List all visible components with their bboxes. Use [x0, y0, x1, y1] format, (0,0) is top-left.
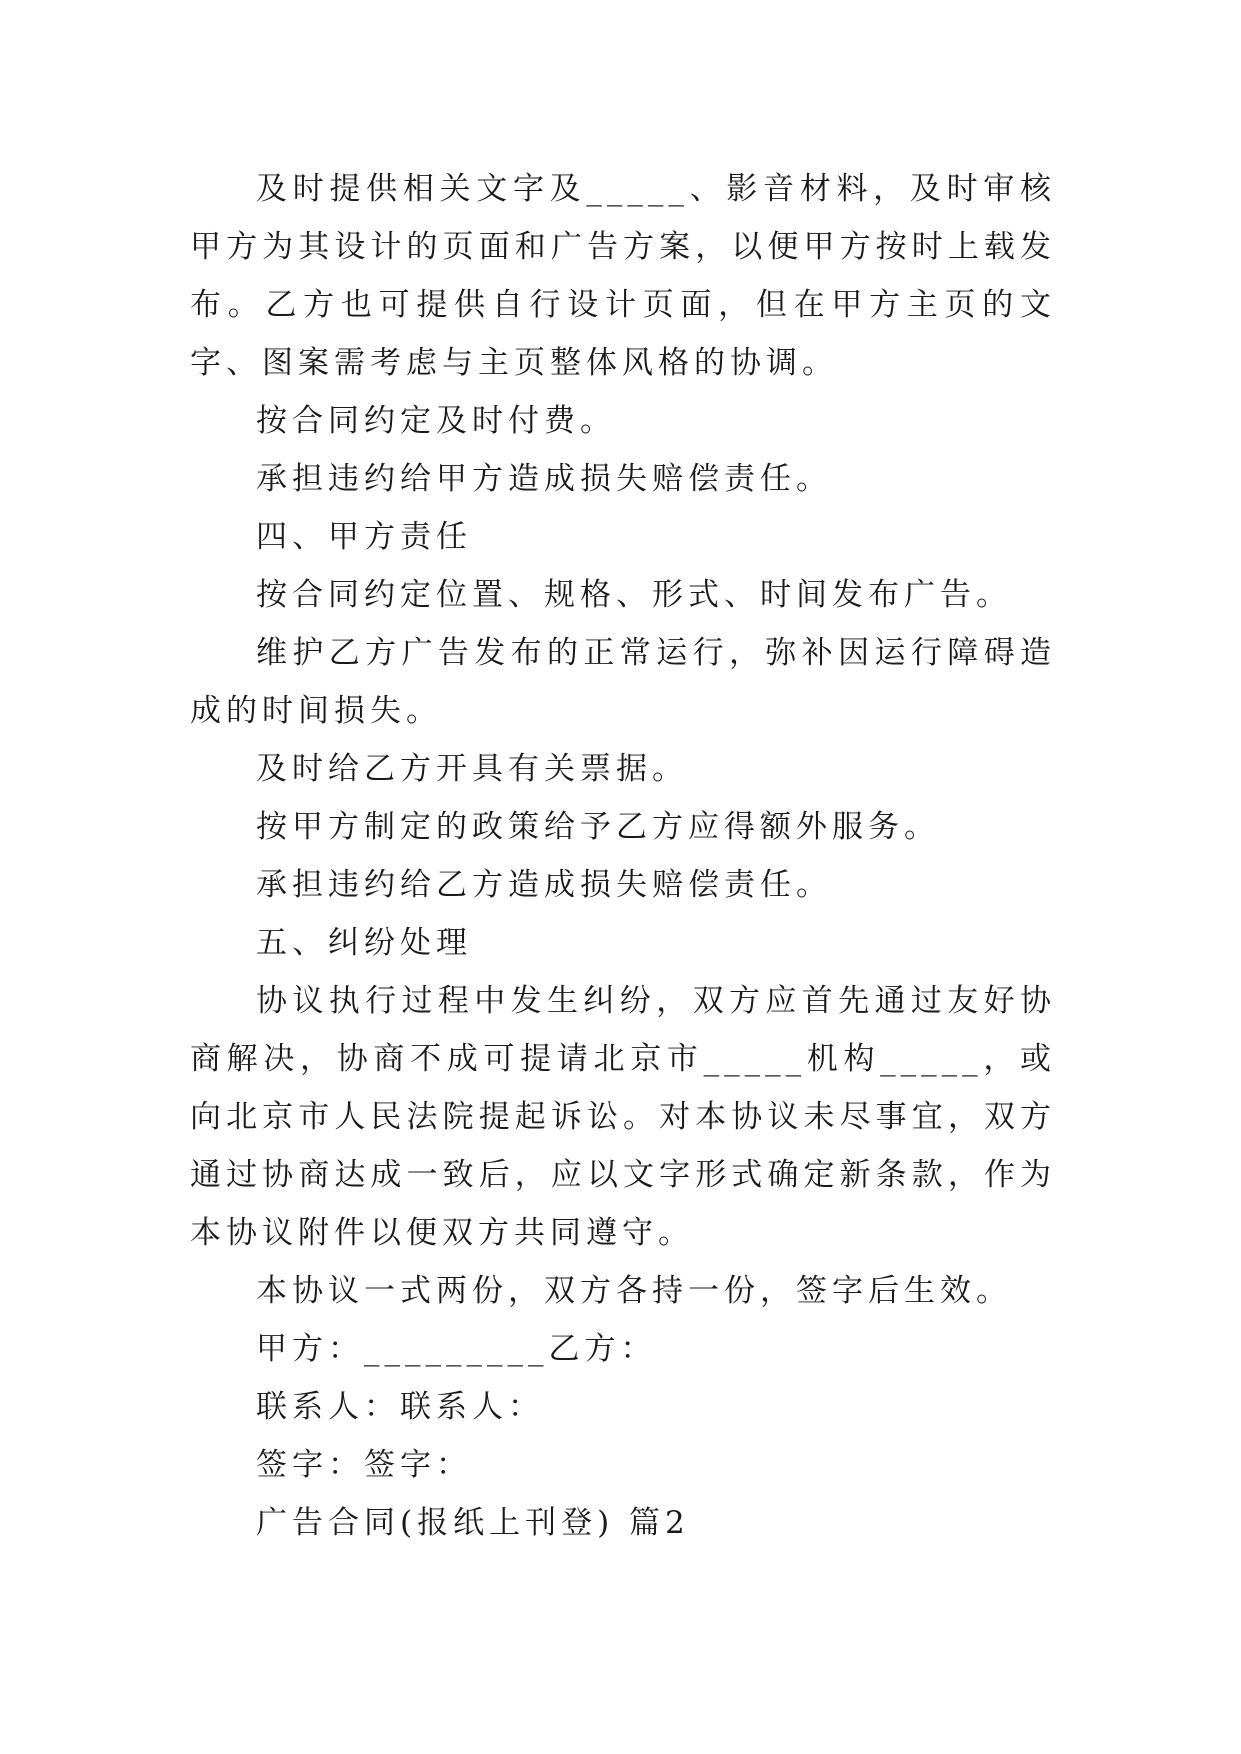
paragraph-payment: 按合同约定及时付费。: [256, 403, 616, 439]
paragraph-dispute-resolution: 协议执行过程中发生纠纷，双方应首先通过友好协商解决，协商不成可提请北京市_____机构_____，或向北京市人民法院提起诉讼。对本协议未尽事宜，双方通过协商达成一致后，应以文字形式确定新条款，作为本协议附件以便双方共同遵守。: [190, 983, 1056, 1251]
paragraph-copies: 本协议一式两份，双方各持一份，签字后生效。: [256, 1273, 1012, 1309]
section-heading-dispute: 五、纠纷处理: [256, 925, 472, 961]
signature-contacts: 联系人：联系人：: [256, 1389, 544, 1425]
document-body: [190, 160, 1056, 1552]
paragraph-liability-party-a: 承担违约给甲方造成损失赔偿责任。: [256, 461, 832, 497]
paragraph-extra-service: 按甲方制定的政策给予乙方应得额外服务。: [256, 809, 940, 845]
paragraph-publish-ad: 按合同约定位置、规格、形式、时间发布广告。: [256, 577, 1012, 613]
signature-parties: 甲方：_________乙方：: [256, 1331, 657, 1367]
paragraph-maintain-operation: 维护乙方广告发布的正常运行，弥补因运行障碍造成的时间损失。: [190, 635, 1056, 729]
section-heading-party-a-duties: 四、甲方责任: [256, 519, 472, 555]
signature-signs: 签字：签字：: [256, 1447, 472, 1483]
next-contract-title: 广告合同(报纸上刊登) 篇2: [256, 1505, 690, 1541]
paragraph-liability-party-b: 承担违约给乙方造成损失赔偿责任。: [256, 867, 832, 903]
paragraph-materials: 及时提供相关文字及_____、影音材料，及时审核甲方为其设计的页面和广告方案，以便甲方按时上载发布。乙方也可提供自行设计页面，但在甲方主页的文字、图案需考虑与主页整体风格的协调。: [190, 171, 1056, 381]
paragraph-invoice: 及时给乙方开具有关票据。: [256, 751, 688, 787]
